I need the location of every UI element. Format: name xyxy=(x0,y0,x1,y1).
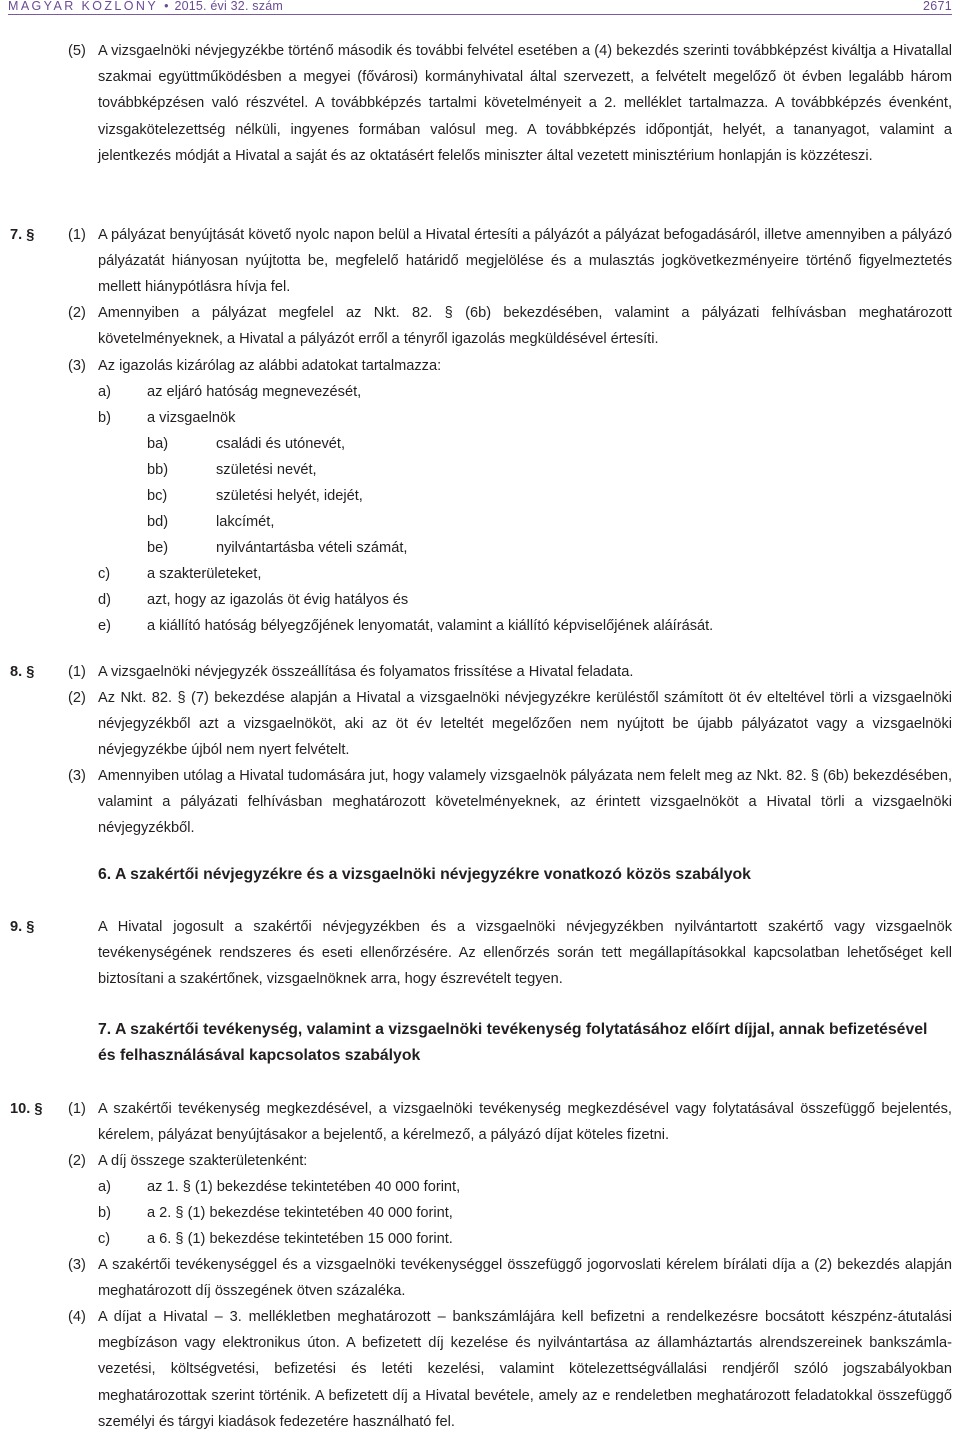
subsection-number: (2) xyxy=(68,1153,86,1169)
list-marker: ba) xyxy=(147,436,169,452)
subsection-text: Amennyiben utólag a Hivatal tudomására jut, hogy valamely vizsgaelnök pályázata nem felelt meg az Nkt. 82. § (6b) bekezdésében, valamint a pályázati felhívásban meghatározott követelményeknek, az érintett vizsgaelnököt a Hivatal törli a vizsgaelnöki névjegyzékből. xyxy=(98,768,952,837)
subsection-text: A díjat a Hivatal – 3. mellékletben meghatározott – bankszámlájára kell befizetni a rendelkezésre bocsátott készpénz-átutalási megbízáson vagy elektronikus úton. A befizetett díj kezelése és nyilvántartása az államháztartás alrendszereinek bankszámla-vezetési, költségvetési, befizetési és letéti kezelési, valamint kötelezettségvállalási rendjéről szóló jogszabályokban meghatározottak szerint történik. A befizetett díj a Hivatal bevétele, amely az e rendeletben meghatározott feladatokkal összefüggő személyi és tárgyi kiadások fedezetére használható fel. xyxy=(98,1309,952,1430)
list-item: azt, hogy az igazolás öt évig hatályos és xyxy=(147,592,409,608)
paragraph-label: 8. § xyxy=(10,664,35,680)
list-marker: b) xyxy=(98,1205,111,1221)
subsection-number: (3) xyxy=(68,358,86,374)
paragraph-label: 7. § xyxy=(10,227,35,243)
subsection-number: (3) xyxy=(68,1257,86,1273)
subsection-number: (1) xyxy=(68,227,86,243)
subsection-number: (3) xyxy=(68,768,86,784)
list-marker: be) xyxy=(147,540,169,556)
list-marker: a) xyxy=(98,1179,111,1195)
paragraph-text: A Hivatal jogosult a szakértői névjegyzékben és a vizsgaelnöki névjegyzékben nyilvántartott szakértő vagy vizsgaelnök tevékenységének rendszeres és eseti ellenőrzésére. Az ellenőrzés során tett megállapításokkal kapcsolatban lehetőséget kell biztosítani a szakértőnek, vizsgaelnöknek arra, hogy észrevételt tegyen. xyxy=(98,919,952,988)
section-heading: 6. A szakértői névjegyzékre és a vizsgaelnöki névjegyzékre vonatkozó közös szabályok xyxy=(98,866,751,883)
subsection-number: (4) xyxy=(68,1309,86,1325)
subsection-text: Amennyiben a pályázat megfelel az Nkt. 82. § (6b) bekezdésében, valamint a pályázati felhívásban meghatározott követelményeknek, a Hivatal a pályázót erről a tényről igazolás megküldésével értesíti. xyxy=(98,305,952,348)
subsection-number: (2) xyxy=(68,690,86,706)
list-item: a kiállító hatóság bélyegzőjének lenyomatát, valamint a kiállító képviselőjének aláírását. xyxy=(147,618,714,634)
list-item: születési helyét, idejét, xyxy=(216,488,363,504)
list-item: családi és utónevét, xyxy=(216,436,345,452)
list-marker: c) xyxy=(98,566,111,582)
subsection-text: A pályázat benyújtását követő nyolc napon belül a Hivatal értesíti a pályázót a pályázat befogadásáról, illetve amennyiben a pályázó pályázatát hiányosan nyújtotta be, megfelelő határidő megjelölése és a mulasztás jogkövetkezményeire történő figyelmeztetés mellett hiánypótlásra hívja fel. xyxy=(98,227,952,296)
subsection-text: A szakértői tevékenységgel és a vizsgaelnöki tevékenységgel összefüggő jogorvoslati kérelem bírálati díja a (2) bekezdés alapján meghatározott díj összegének ötven százaléka. xyxy=(98,1257,952,1300)
list-marker: bd) xyxy=(147,514,169,530)
section-heading: 7. A szakértői tevékenység, valamint a vizsgaelnöki tevékenység folytatásához előírt díjjal, annak befizetésével és felhasználásával kapcsolatos szabályok xyxy=(98,1021,928,1064)
subsection-number: (1) xyxy=(68,664,86,680)
list-item: nyilvántartásba vételi számát, xyxy=(216,540,408,556)
list-item: születési nevét, xyxy=(216,462,317,478)
list-marker: e) xyxy=(98,618,111,634)
subsection-text: Az Nkt. 82. § (7) bekezdése alapján a Hivatal a vizsgaelnöki névjegyzékre kerüléstől számított öt év elteltével törli a vizsgaelnöki névjegyzékből azt a vizsgaelnököt, aki az öt év leteltét megelőzően nem nyújtott be újabb pályázatot vagy a vizsgaelnöki névjegyzékbe újból nem nyert felvételt. xyxy=(98,690,952,759)
subsection-number: (5) xyxy=(68,43,86,59)
list-marker: c) xyxy=(98,1231,111,1247)
list-marker: b) xyxy=(98,410,111,426)
list-marker: bc) xyxy=(147,488,168,504)
list-item: a vizsgaelnök xyxy=(147,410,236,426)
list-item: lakcímét, xyxy=(216,514,275,530)
page-header xyxy=(8,0,952,15)
list-item: a 2. § (1) bekezdése tekintetében 40 000 forint, xyxy=(147,1205,453,1221)
subsection-text: A díj összege szakterületenként: xyxy=(98,1153,308,1169)
list-item: a 6. § (1) bekezdése tekintetében 15 000 forint. xyxy=(147,1231,453,1247)
list-marker: bb) xyxy=(147,462,169,478)
subsection-number: (1) xyxy=(68,1101,86,1117)
list-marker: d) xyxy=(98,592,111,608)
subsection-number: (2) xyxy=(68,305,86,321)
paragraph-label: 9. § xyxy=(10,919,35,935)
subsection-text: Az igazolás kizárólag az alábbi adatokat tartalmazza: xyxy=(98,358,442,374)
issue-number: 2015. évi 32. szám xyxy=(174,0,283,13)
subsection-text: A szakértői tevékenység megkezdésével, a vizsgaelnöki tevékenység megkezdésével vagy folytatásával összefüggő bejelentés, kérelem, pályázat benyújtásakor a bejelentő, a kérelmező, a pályázó díjat köteles fizetni. xyxy=(98,1101,952,1144)
subsection-text: A vizsgaelnöki névjegyzék összeállítása és folyamatos frissítése a Hivatal feladata. xyxy=(98,664,634,680)
list-item: az eljáró hatóság megnevezését, xyxy=(147,384,362,400)
paragraph-label: 10. § xyxy=(10,1101,43,1117)
journal-name: MAGYAR KÖZLÖNY xyxy=(8,0,159,13)
subsection-text: A vizsgaelnöki névjegyzékbe történő második és további felvétel esetében a (4) bekezdés szerinti továbbképzést kiváltja a Hivatallal szakmai együttműködésben a megyei (fővárosi) kormányhivatal által szervezett, a felvételt megelőző öt évben legalább három továbbképzésen való részvétel. A továbbképzés tartalmi követelményeit a 2. melléklet tartalmazza. A továbbképzés évenként, vizsgakötelezettség nélküli, ingyenes formában valósul meg. A továbbképzés időpontját, helyét, a tananyagot, valamint a jelentkezés módját a Hivatal a saját és az oktatásért felelős miniszter által vezetett minisztérium honlapján is közzéteszi. xyxy=(98,43,952,164)
page-number: 2671 xyxy=(922,0,952,13)
list-item: az 1. § (1) bekezdése tekintetében 40 000 forint, xyxy=(147,1179,461,1195)
separator-dot: • xyxy=(164,0,169,13)
journal-title xyxy=(8,0,283,13)
list-item: a szakterületeket, xyxy=(147,566,262,582)
list-marker: a) xyxy=(98,384,111,400)
